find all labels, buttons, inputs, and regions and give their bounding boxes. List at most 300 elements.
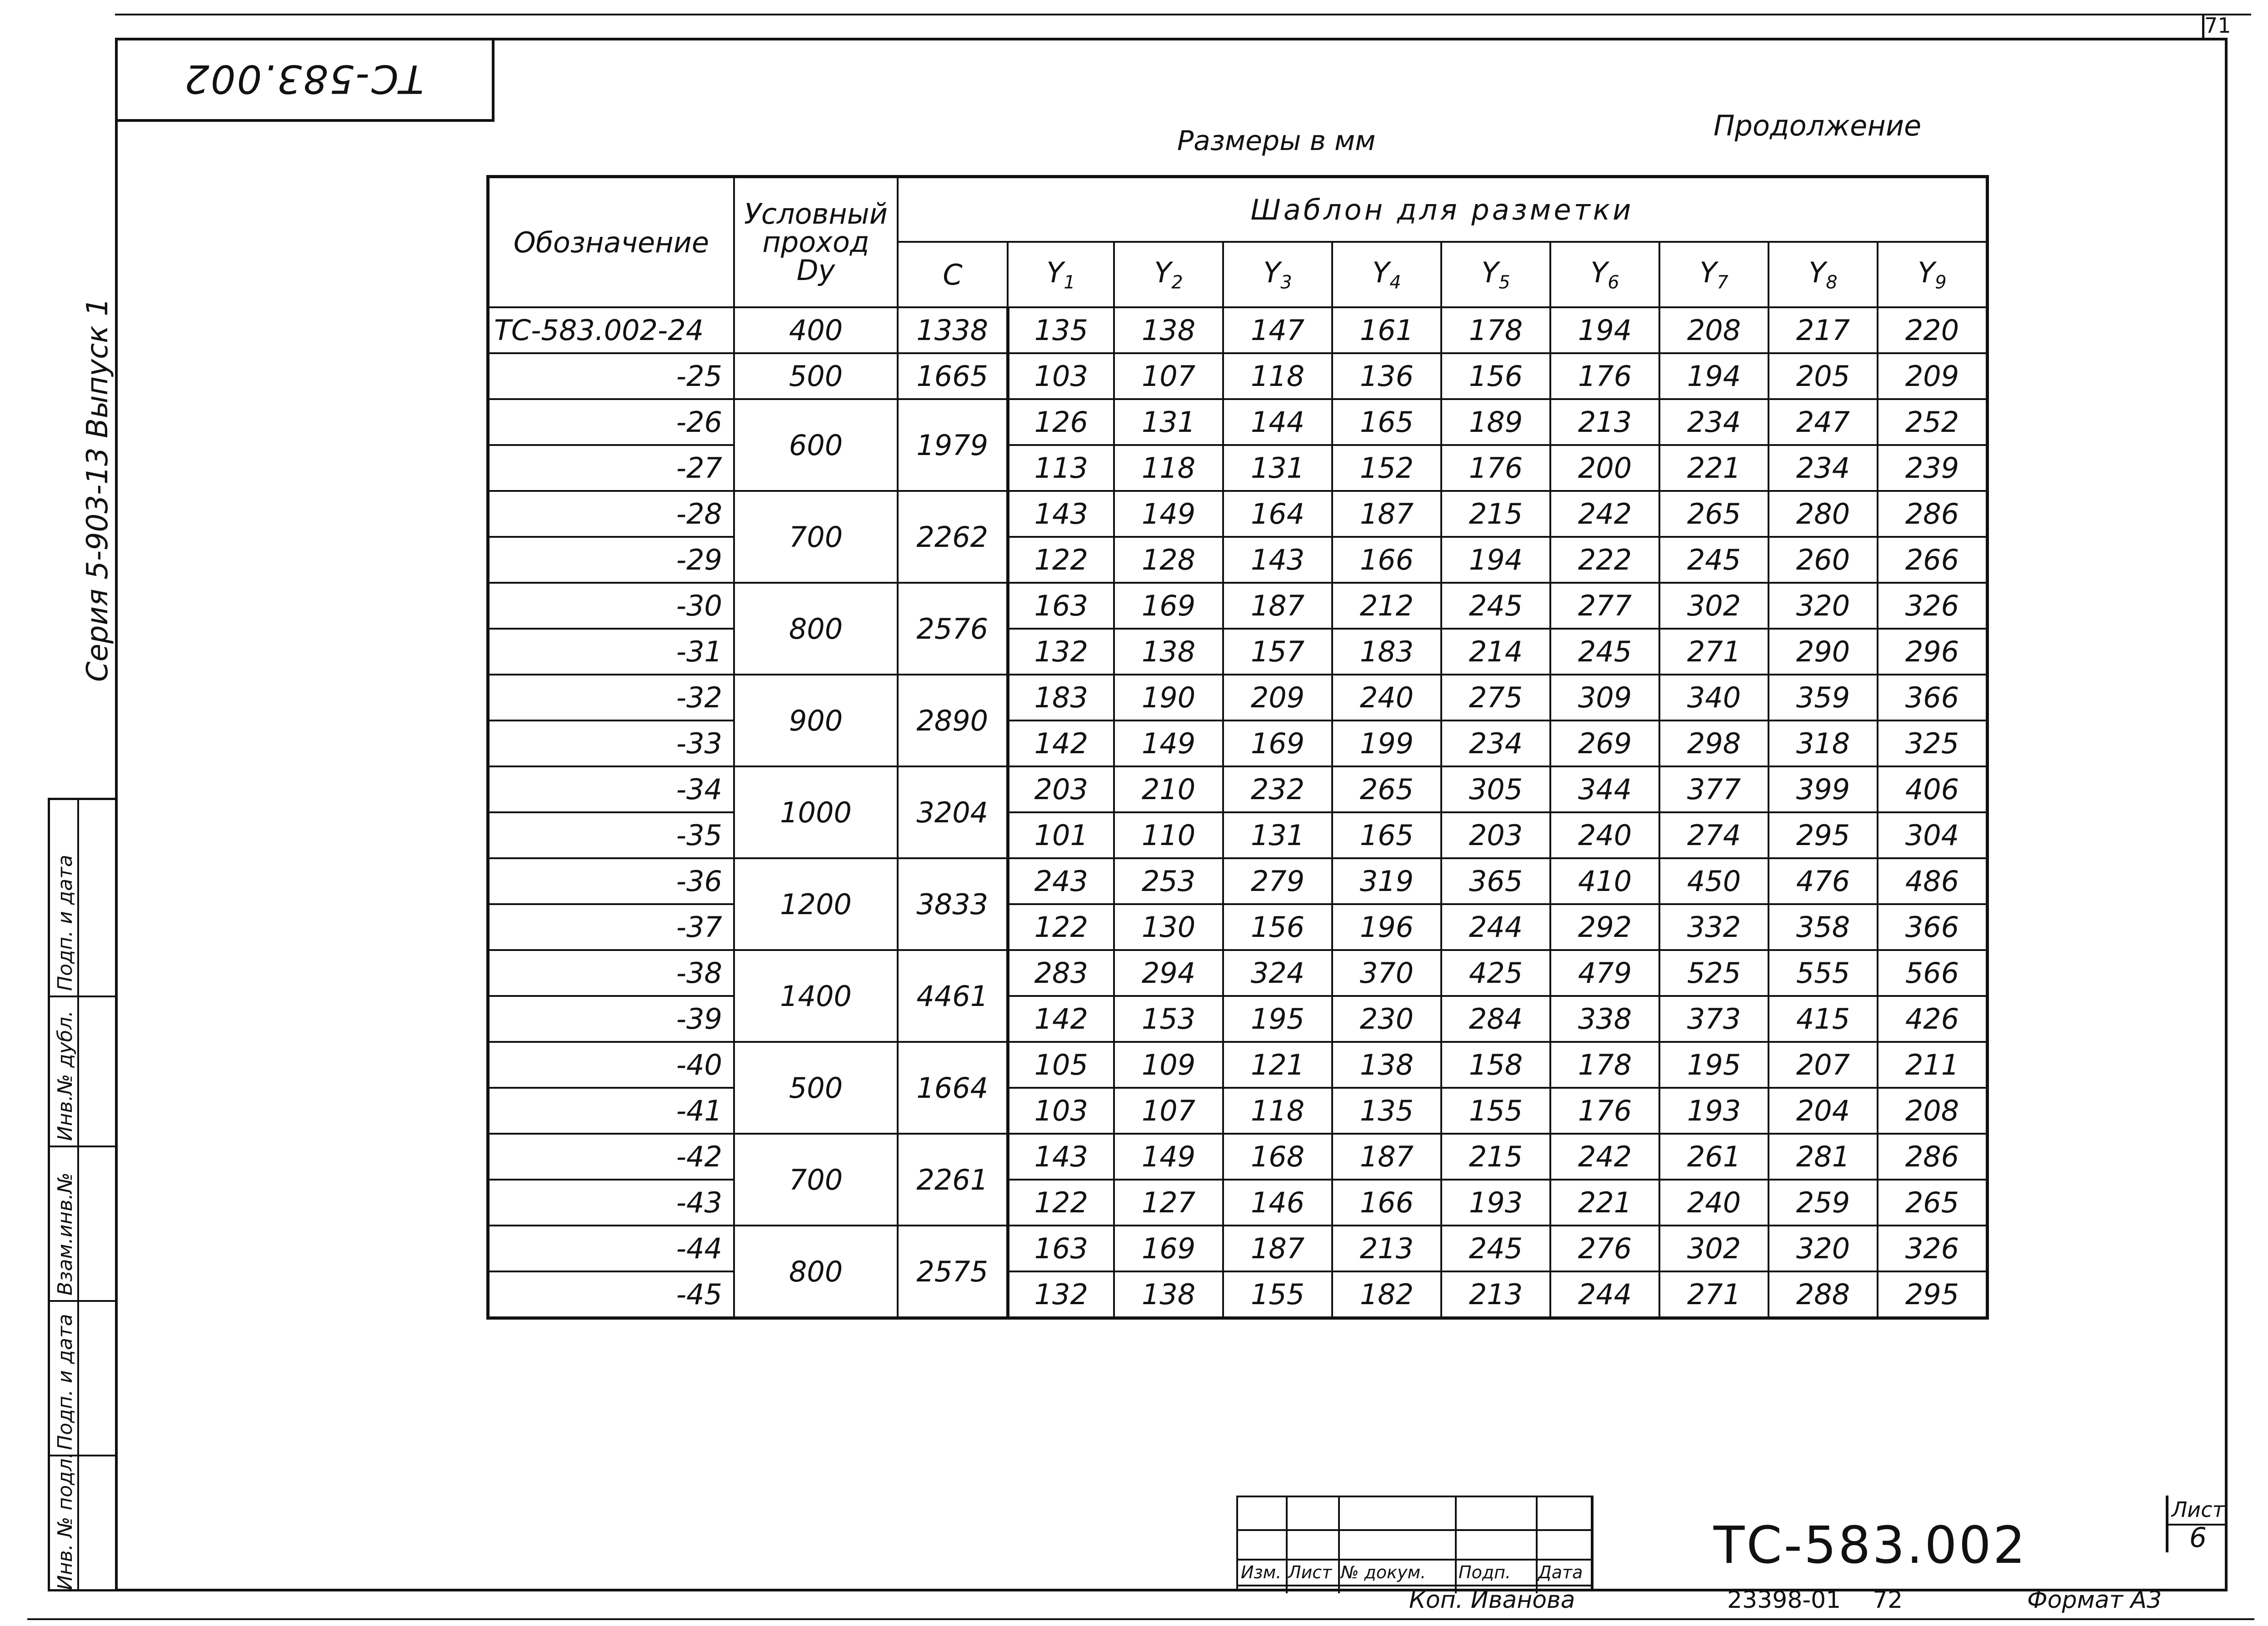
cell-y6: 242: [1550, 1134, 1659, 1180]
cell-y2: 253: [1114, 858, 1223, 904]
table-row: [488, 720, 1988, 766]
cell-designation: -30: [488, 583, 734, 629]
cell-c: 3833: [898, 858, 1008, 950]
cell-nominal-diameter: 1400: [734, 950, 898, 1042]
header-template: Шаблон для разметки: [898, 177, 1988, 242]
archive-page: 72: [1873, 1586, 1903, 1614]
cell-y2: 107: [1114, 1088, 1223, 1134]
revision-grid: [1236, 1496, 1591, 1591]
cell-y7: 234: [1659, 399, 1768, 445]
header-nominal-diameter: [734, 177, 898, 308]
cell-y4: 161: [1332, 307, 1441, 353]
cell-designation: -39: [488, 996, 734, 1042]
cell-y5: 244: [1441, 904, 1550, 950]
table-row: [488, 766, 1988, 812]
cell-y2: 169: [1114, 1226, 1223, 1271]
cell-c: 2261: [898, 1134, 1008, 1226]
label-date: Дата: [1538, 1562, 1583, 1582]
cell-y2: 107: [1114, 353, 1223, 399]
cell-y1: 243: [1008, 858, 1114, 904]
cell-designation: -38: [488, 950, 734, 996]
cell-y5: 215: [1441, 1134, 1550, 1180]
stamp-label-dup-inv: Инв.№ дубл.: [54, 1010, 77, 1141]
cell-y5: 156: [1441, 353, 1550, 399]
table-row: [488, 1042, 1988, 1088]
grid-line: [1238, 1559, 1593, 1561]
cell-designation: -26: [488, 399, 734, 445]
table-row: [488, 1226, 1988, 1271]
cell-y3: 118: [1223, 353, 1332, 399]
cell-y8: 358: [1768, 904, 1878, 950]
cell-y9: 326: [1878, 1226, 1988, 1271]
cell-y6: 410: [1550, 858, 1659, 904]
header-y7: $Y_7$: [1659, 242, 1768, 307]
cell-y8: 295: [1768, 812, 1878, 858]
cell-y5: 193: [1441, 1180, 1550, 1226]
cell-y6: 277: [1550, 583, 1659, 629]
continuation-label: Продолжение: [1713, 109, 1922, 142]
cell-y9: 366: [1878, 675, 1988, 720]
cell-y6: 176: [1550, 1088, 1659, 1134]
cell-designation: ТС-583.002-24: [488, 307, 734, 353]
cell-y4: 199: [1332, 720, 1441, 766]
cell-y8: 204: [1768, 1088, 1878, 1134]
cell-y7: 450: [1659, 858, 1768, 904]
cell-y4: 182: [1332, 1271, 1441, 1318]
cell-c: 1338: [898, 307, 1008, 353]
cell-y1: 183: [1008, 675, 1114, 720]
header-designation: Обозначение: [488, 177, 734, 308]
cell-y1: 163: [1008, 583, 1114, 629]
series-label: Серия 5-903-13 Выпуск 1: [81, 297, 115, 682]
table-row: [488, 675, 1988, 720]
cell-y2: 110: [1114, 812, 1223, 858]
cell-y3: 131: [1223, 812, 1332, 858]
cell-y3: 147: [1223, 307, 1332, 353]
cell-y7: 298: [1659, 720, 1768, 766]
cell-designation: -31: [488, 629, 734, 675]
cell-designation: -28: [488, 491, 734, 537]
cell-y9: 304: [1878, 812, 1988, 858]
cell-designation: -25: [488, 353, 734, 399]
cell-y4: 138: [1332, 1042, 1441, 1088]
stamp-label-sign-date-2: Подп. и дата: [54, 855, 77, 991]
cell-y7: 193: [1659, 1088, 1768, 1134]
cell-y7: 240: [1659, 1180, 1768, 1226]
format-label: Формат А3: [2027, 1586, 2162, 1614]
cell-nominal-diameter: 500: [734, 353, 898, 399]
cell-y4: 213: [1332, 1226, 1441, 1271]
table-row: [488, 996, 1988, 1042]
cell-y1: 163: [1008, 1226, 1114, 1271]
cell-y8: 318: [1768, 720, 1878, 766]
sheet-box: [2166, 1496, 2228, 1552]
cell-y8: 280: [1768, 491, 1878, 537]
cell-y5: 189: [1441, 399, 1550, 445]
cell-y7: 373: [1659, 996, 1768, 1042]
header-c: С: [898, 242, 1008, 307]
cell-nominal-diameter: 800: [734, 583, 898, 675]
cell-y2: 169: [1114, 583, 1223, 629]
cell-y9: 426: [1878, 996, 1988, 1042]
cell-designation: -29: [488, 537, 734, 583]
cell-y3: 169: [1223, 720, 1332, 766]
cell-designation: -43: [488, 1180, 734, 1226]
cell-y9: 566: [1878, 950, 1988, 996]
cell-y4: 212: [1332, 583, 1441, 629]
cell-y5: 275: [1441, 675, 1550, 720]
cell-y7: 340: [1659, 675, 1768, 720]
cell-c: 2262: [898, 491, 1008, 583]
cell-y4: 135: [1332, 1088, 1441, 1134]
cell-y8: 260: [1768, 537, 1878, 583]
cell-y9: 325: [1878, 720, 1988, 766]
cell-y1: 142: [1008, 720, 1114, 766]
cell-y5: 305: [1441, 766, 1550, 812]
cell-y4: 370: [1332, 950, 1441, 996]
cell-c: 1979: [898, 399, 1008, 491]
cell-y1: 113: [1008, 445, 1114, 491]
cell-y8: 290: [1768, 629, 1878, 675]
table-row: [488, 1180, 1988, 1226]
archive-number: 23398-01: [1727, 1586, 1841, 1614]
cell-y7: 332: [1659, 904, 1768, 950]
cell-y7: 261: [1659, 1134, 1768, 1180]
cell-y7: 377: [1659, 766, 1768, 812]
cell-y7: 302: [1659, 1226, 1768, 1271]
cell-y3: 232: [1223, 766, 1332, 812]
cell-y2: 294: [1114, 950, 1223, 996]
cell-y5: 213: [1441, 1271, 1550, 1318]
cell-y6: 222: [1550, 537, 1659, 583]
cell-y4: 166: [1332, 1180, 1441, 1226]
cell-y8: 476: [1768, 858, 1878, 904]
cell-y1: 132: [1008, 629, 1114, 675]
cell-nominal-diameter: 500: [734, 1042, 898, 1134]
cell-c: 4461: [898, 950, 1008, 1042]
title-doc-code: ТС-583.002: [1713, 1516, 2028, 1575]
cell-y6: 338: [1550, 996, 1659, 1042]
cell-y9: 286: [1878, 491, 1988, 537]
cell-y8: 207: [1768, 1042, 1878, 1088]
cell-y8: 359: [1768, 675, 1878, 720]
cell-y6: 269: [1550, 720, 1659, 766]
cell-y3: 155: [1223, 1271, 1332, 1318]
cell-nominal-diameter: 700: [734, 1134, 898, 1226]
sheet-label: Лист: [2168, 1496, 2228, 1526]
header-dn-line1: Условный: [744, 197, 888, 230]
table-row: [488, 307, 1988, 353]
table-row: [488, 399, 1988, 445]
cell-y4: 319: [1332, 858, 1441, 904]
cell-y4: 187: [1332, 1134, 1441, 1180]
cell-y1: 143: [1008, 1134, 1114, 1180]
cell-nominal-diameter: 700: [734, 491, 898, 583]
cell-y2: 138: [1114, 629, 1223, 675]
table-row: [488, 629, 1988, 675]
cell-c: 1664: [898, 1042, 1008, 1134]
cell-y1: 142: [1008, 996, 1114, 1042]
cell-y3: 146: [1223, 1180, 1332, 1226]
cell-y4: 240: [1332, 675, 1441, 720]
cell-y6: 178: [1550, 1042, 1659, 1088]
cell-y6: 213: [1550, 399, 1659, 445]
cell-y8: 288: [1768, 1271, 1878, 1318]
stamp-label-inv-orig: Инв. № подл.: [54, 1452, 77, 1590]
label-change: Изм.: [1241, 1562, 1282, 1582]
cell-y4: 187: [1332, 491, 1441, 537]
cell-y5: 425: [1441, 950, 1550, 996]
cell-designation: -33: [488, 720, 734, 766]
cell-designation: -35: [488, 812, 734, 858]
cell-y3: 195: [1223, 996, 1332, 1042]
cell-y1: 122: [1008, 904, 1114, 950]
cell-nominal-diameter: 600: [734, 399, 898, 491]
grid-line: [1536, 1497, 1538, 1593]
cell-y6: 200: [1550, 445, 1659, 491]
cell-y2: 109: [1114, 1042, 1223, 1088]
cell-y1: 103: [1008, 353, 1114, 399]
cell-nominal-diameter: 1200: [734, 858, 898, 950]
cell-y4: 152: [1332, 445, 1441, 491]
cell-y7: 274: [1659, 812, 1768, 858]
cell-y4: 136: [1332, 353, 1441, 399]
cell-y6: 194: [1550, 307, 1659, 353]
cell-y9: 239: [1878, 445, 1988, 491]
stamp-label-replaced-inv: Взам.инв.№: [54, 1172, 77, 1296]
cell-y4: 165: [1332, 812, 1441, 858]
cell-y7: 302: [1659, 583, 1768, 629]
cell-y2: 130: [1114, 904, 1223, 950]
cell-y7: 221: [1659, 445, 1768, 491]
cell-y1: 283: [1008, 950, 1114, 996]
cell-y9: 211: [1878, 1042, 1988, 1088]
cell-nominal-diameter: 800: [734, 1226, 898, 1318]
cell-y9: 486: [1878, 858, 1988, 904]
title-block: [1236, 1496, 2228, 1591]
cell-designation: -41: [488, 1088, 734, 1134]
cell-y2: 153: [1114, 996, 1223, 1042]
header-y4: $Y_4$: [1332, 242, 1441, 307]
cell-y6: 244: [1550, 1271, 1659, 1318]
cell-y5: 245: [1441, 1226, 1550, 1271]
cell-y7: 265: [1659, 491, 1768, 537]
cell-y8: 259: [1768, 1180, 1878, 1226]
table-row: [488, 1088, 1988, 1134]
header-y2: $Y_2$: [1114, 242, 1223, 307]
table-row: [488, 812, 1988, 858]
cell-y9: 295: [1878, 1271, 1988, 1318]
cell-c: 1665: [898, 353, 1008, 399]
cell-y3: 279: [1223, 858, 1332, 904]
cell-y3: 168: [1223, 1134, 1332, 1180]
cell-y4: 265: [1332, 766, 1441, 812]
cell-y3: 157: [1223, 629, 1332, 675]
cell-designation: -42: [488, 1134, 734, 1180]
table-row: [488, 1271, 1988, 1318]
header-dn-line3: Dу: [796, 254, 835, 287]
rotated-doc-code-box: [115, 38, 495, 122]
cell-y5: 365: [1441, 858, 1550, 904]
cell-y7: 525: [1659, 950, 1768, 996]
cell-y7: 195: [1659, 1042, 1768, 1088]
cell-y7: 208: [1659, 307, 1768, 353]
stamp-row: [50, 1146, 115, 1147]
top-border-line: [115, 14, 2251, 15]
cell-y5: 176: [1441, 445, 1550, 491]
left-stamp: [48, 798, 115, 1591]
cell-y8: 247: [1768, 399, 1878, 445]
cell-y3: 187: [1223, 1226, 1332, 1271]
cell-y2: 138: [1114, 1271, 1223, 1318]
cell-y9: 220: [1878, 307, 1988, 353]
cell-y9: 286: [1878, 1134, 1988, 1180]
cell-y6: 242: [1550, 491, 1659, 537]
cell-y3: 156: [1223, 904, 1332, 950]
header-y5: $Y_5$: [1441, 242, 1550, 307]
cell-y8: 234: [1768, 445, 1878, 491]
cell-y2: 138: [1114, 307, 1223, 353]
cell-c: 3204: [898, 766, 1008, 858]
table-row: [488, 491, 1988, 537]
sheet-number: 6: [2189, 1522, 2207, 1554]
cell-y8: 217: [1768, 307, 1878, 353]
cell-y1: 132: [1008, 1271, 1114, 1318]
cell-y5: 203: [1441, 812, 1550, 858]
cell-y4: 183: [1332, 629, 1441, 675]
cell-designation: -44: [488, 1226, 734, 1271]
cell-y1: 103: [1008, 1088, 1114, 1134]
header-y1: $Y_1$: [1008, 242, 1114, 307]
cell-nominal-diameter: 900: [734, 675, 898, 766]
cell-y6: 479: [1550, 950, 1659, 996]
label-signature: Подп.: [1459, 1562, 1511, 1582]
cell-y6: 292: [1550, 904, 1659, 950]
grid-line: [1238, 1529, 1593, 1531]
cell-y1: 203: [1008, 766, 1114, 812]
table-row: [488, 858, 1988, 904]
cell-y5: 155: [1441, 1088, 1550, 1134]
cell-y9: 209: [1878, 353, 1988, 399]
cell-y7: 245: [1659, 537, 1768, 583]
cell-y4: 166: [1332, 537, 1441, 583]
cell-c: 2890: [898, 675, 1008, 766]
cell-y9: 296: [1878, 629, 1988, 675]
units-note: Размеры в мм: [1177, 125, 1376, 157]
cell-y4: 165: [1332, 399, 1441, 445]
cell-y3: 121: [1223, 1042, 1332, 1088]
cell-designation: -45: [488, 1271, 734, 1318]
cell-y3: 187: [1223, 583, 1332, 629]
cell-y3: 118: [1223, 1088, 1332, 1134]
cell-y2: 131: [1114, 399, 1223, 445]
stamp-row: [50, 1300, 115, 1302]
grid-line: [1455, 1497, 1457, 1593]
table-row: [488, 950, 1988, 996]
cell-y6: 176: [1550, 353, 1659, 399]
cell-y8: 320: [1768, 1226, 1878, 1271]
cell-y4: 196: [1332, 904, 1441, 950]
cell-y5: 245: [1441, 583, 1550, 629]
table-row: [488, 537, 1988, 583]
bottom-border-line: [27, 1618, 2254, 1620]
cell-y1: 101: [1008, 812, 1114, 858]
cell-y3: 164: [1223, 491, 1332, 537]
cell-y3: 209: [1223, 675, 1332, 720]
cell-y2: 118: [1114, 445, 1223, 491]
stamp-label-sign-date-1: Подп. и дата: [54, 1314, 77, 1450]
stamp-row: [50, 996, 115, 997]
cell-y4: 230: [1332, 996, 1441, 1042]
cell-y3: 324: [1223, 950, 1332, 996]
label-sheet: Лист: [1288, 1562, 1332, 1582]
header-y8: $Y_8$: [1768, 242, 1878, 307]
cell-y5: 284: [1441, 996, 1550, 1042]
cell-y9: 252: [1878, 399, 1988, 445]
cell-y1: 122: [1008, 1180, 1114, 1226]
header-dn-line2: проход: [762, 225, 869, 259]
table-row: [488, 583, 1988, 629]
cell-y5: 214: [1441, 629, 1550, 675]
cell-y9: 265: [1878, 1180, 1988, 1226]
cell-y8: 205: [1768, 353, 1878, 399]
cell-y7: 271: [1659, 629, 1768, 675]
cell-y8: 281: [1768, 1134, 1878, 1180]
cell-c: 2575: [898, 1226, 1008, 1318]
cell-y7: 271: [1659, 1271, 1768, 1318]
cell-y9: 266: [1878, 537, 1988, 583]
rotated-doc-code: ТС-583.002: [183, 55, 424, 101]
cell-y5: 234: [1441, 720, 1550, 766]
cell-y5: 158: [1441, 1042, 1550, 1088]
cell-y6: 276: [1550, 1226, 1659, 1271]
cell-y2: 149: [1114, 491, 1223, 537]
cell-y5: 215: [1441, 491, 1550, 537]
cell-designation: -36: [488, 858, 734, 904]
cell-y2: 128: [1114, 537, 1223, 583]
label-doc-no: № докум.: [1341, 1562, 1426, 1582]
cell-designation: -32: [488, 675, 734, 720]
table-row: [488, 1134, 1988, 1180]
cell-designation: -27: [488, 445, 734, 491]
cell-y8: 320: [1768, 583, 1878, 629]
cell-y3: 144: [1223, 399, 1332, 445]
cell-y2: 210: [1114, 766, 1223, 812]
cell-y5: 194: [1441, 537, 1550, 583]
table-row: [488, 904, 1988, 950]
grid-line: [1338, 1497, 1340, 1593]
cell-y2: 149: [1114, 720, 1223, 766]
cell-y1: 105: [1008, 1042, 1114, 1088]
cell-y5: 178: [1441, 307, 1550, 353]
cell-designation: -34: [488, 766, 734, 812]
cell-y3: 131: [1223, 445, 1332, 491]
cell-y9: 366: [1878, 904, 1988, 950]
cell-y6: 309: [1550, 675, 1659, 720]
cell-y6: 245: [1550, 629, 1659, 675]
cell-nominal-diameter: 1000: [734, 766, 898, 858]
cell-y7: 194: [1659, 353, 1768, 399]
header-y9: $Y_9$: [1878, 242, 1988, 307]
table-row: [488, 353, 1988, 399]
cell-y2: 149: [1114, 1134, 1223, 1180]
cell-y2: 190: [1114, 675, 1223, 720]
cell-designation: -40: [488, 1042, 734, 1088]
header-y6: $Y_6$: [1550, 242, 1659, 307]
table-row: [488, 445, 1988, 491]
cell-y2: 127: [1114, 1180, 1223, 1226]
cell-y6: 240: [1550, 812, 1659, 858]
